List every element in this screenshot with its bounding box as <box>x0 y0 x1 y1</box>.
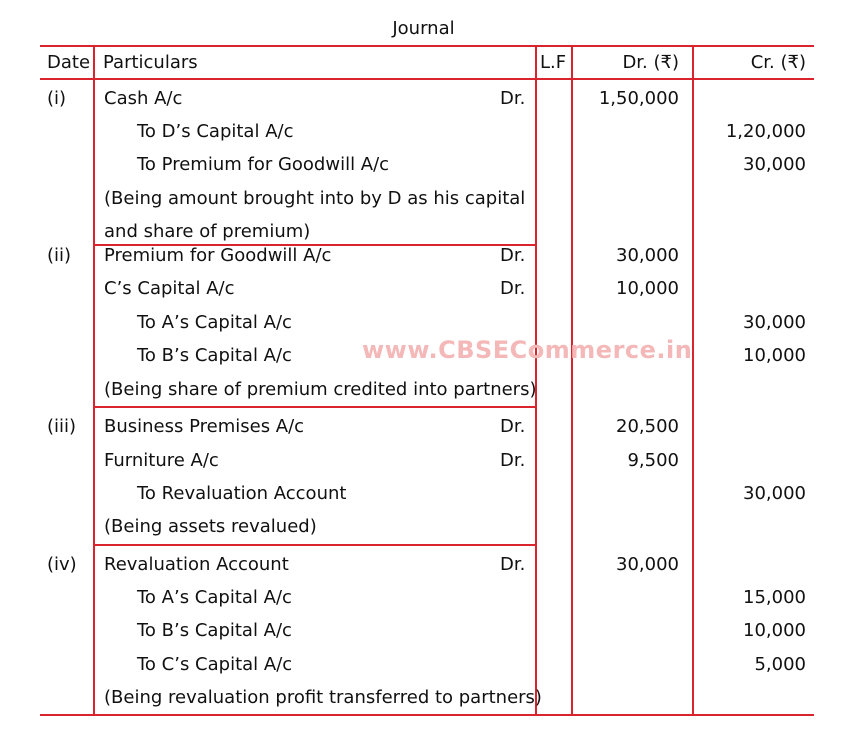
dr-amount: 20,500 <box>616 416 679 437</box>
narration: (Being share of premium credited into partners) <box>104 379 537 400</box>
account-line: C’s Capital A/c <box>104 278 235 299</box>
table-top-border <box>40 45 814 47</box>
cr-amount: 10,000 <box>743 345 806 366</box>
account-line: To D’s Capital A/c <box>137 121 294 142</box>
cr-amount: 30,000 <box>743 312 806 333</box>
header-cr: Cr. (₹) <box>750 52 806 73</box>
narration: (Being revaluation profit transferred to partners) <box>104 687 542 708</box>
account-line: To A’s Capital A/c <box>137 587 292 608</box>
account-line: To Premium for Goodwill A/c <box>137 154 390 175</box>
header-dr: Dr. (₹) <box>622 52 679 73</box>
account-line: To B’s Capital A/c <box>137 345 292 366</box>
account-line: Premium for Goodwill A/c <box>104 245 332 266</box>
account-line: Cash A/c <box>104 88 183 109</box>
narration: (Being amount brought into by D as his capital <box>104 188 526 209</box>
divider-lf <box>571 45 573 716</box>
account-line: Revaluation Account <box>104 554 289 575</box>
divider-date <box>93 45 95 716</box>
header-lf: L.F <box>540 52 567 73</box>
dr-amount: 30,000 <box>616 554 679 575</box>
journal-title: Journal <box>392 18 455 39</box>
header-date: Date <box>47 52 91 73</box>
dr-amount: 1,50,000 <box>598 88 679 109</box>
account-line: To Revaluation Account <box>137 483 347 504</box>
account-line: Furniture A/c <box>104 450 219 471</box>
dr-mark: Dr. <box>500 278 526 299</box>
entry-label: (i) <box>47 88 67 109</box>
dr-amount: 30,000 <box>616 245 679 266</box>
narration: (Being assets revalued) <box>104 516 317 537</box>
account-line: Business Premises A/c <box>104 416 305 437</box>
dr-mark: Dr. <box>500 245 526 266</box>
divider-dr <box>692 45 694 716</box>
dr-mark: Dr. <box>500 450 526 471</box>
dr-amount: 9,500 <box>627 450 679 471</box>
table-bottom-border <box>40 714 814 716</box>
watermark: www.CBSECommerce.in <box>362 336 693 364</box>
header-bottom-border <box>40 78 814 80</box>
account-line: To A’s Capital A/c <box>137 312 292 333</box>
dr-amount: 10,000 <box>616 278 679 299</box>
cr-amount: 5,000 <box>754 654 806 675</box>
cr-amount: 30,000 <box>743 154 806 175</box>
narration: and share of premium) <box>104 221 311 242</box>
entry-separator <box>93 544 537 546</box>
entry-separator <box>93 406 537 408</box>
dr-mark: Dr. <box>500 554 526 575</box>
header-particulars: Particulars <box>103 52 198 73</box>
entry-label: (iii) <box>47 416 77 437</box>
cr-amount: 10,000 <box>743 620 806 641</box>
cr-amount: 15,000 <box>743 587 806 608</box>
dr-mark: Dr. <box>500 416 526 437</box>
account-line: To B’s Capital A/c <box>137 620 292 641</box>
dr-mark: Dr. <box>500 88 526 109</box>
entry-label: (ii) <box>47 245 72 266</box>
cr-amount: 1,20,000 <box>725 121 806 142</box>
cr-amount: 30,000 <box>743 483 806 504</box>
account-line: To C’s Capital A/c <box>137 654 293 675</box>
entry-label: (iv) <box>47 554 77 575</box>
